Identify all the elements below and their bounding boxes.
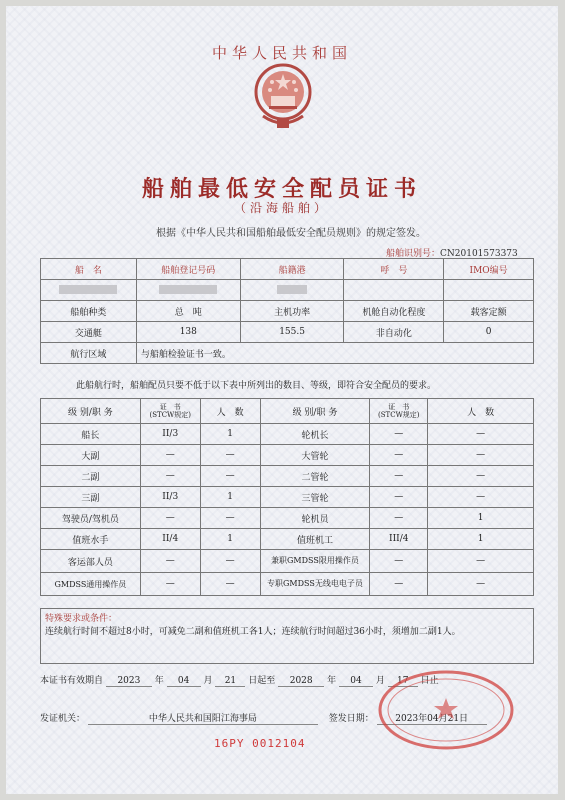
crew-cell: —	[200, 508, 260, 529]
crew-cell: 专职GMDSS无线电电子员	[260, 573, 370, 596]
crew-cell: 轮机长	[260, 424, 370, 445]
label-navigation-area: 航行区域	[41, 343, 137, 364]
issue-date-label: 签发日期：	[328, 714, 374, 724]
crew-cell: 1	[428, 529, 534, 550]
crew-cell: 船长	[41, 424, 141, 445]
unit-year: 年	[154, 676, 164, 686]
header-call-sign: 呼 号	[344, 259, 444, 280]
crew-cell: II/4	[140, 529, 200, 550]
header-certificate-stcw: (STCW规定)	[378, 411, 420, 419]
table-row	[41, 259, 534, 280]
crew-cell: —	[370, 550, 428, 573]
value-ship-type: 交通艇	[41, 322, 137, 343]
header-count-right: 人 数	[428, 399, 534, 424]
table-row	[41, 322, 534, 343]
label-ship-type: 船舶种类	[41, 301, 137, 322]
crew-cell: GMDSS通用操作员	[41, 573, 141, 596]
label-passenger-capacity: 载客定额	[444, 301, 534, 322]
validity-end-day: 17	[388, 676, 418, 687]
empty-cell	[444, 280, 534, 301]
crew-cell: 1	[428, 508, 534, 529]
crew-cell: —	[370, 573, 428, 596]
validity-start-day: 21	[215, 676, 245, 687]
ship-info-table	[40, 258, 534, 364]
validity-mid: 日起至	[248, 676, 276, 686]
value-gross-tonnage: 138	[136, 322, 240, 343]
crew-cell: —	[428, 445, 534, 466]
table-row	[41, 445, 534, 466]
crew-cell: 大副	[41, 445, 141, 466]
crew-cell: 1	[200, 529, 260, 550]
crew-cell: —	[428, 487, 534, 508]
value-engine-power: 155.5	[240, 322, 344, 343]
validity-prefix: 本证书有效期自	[40, 676, 104, 686]
crew-cell: 二副	[41, 466, 141, 487]
certificate-page	[6, 6, 558, 794]
header-rank-left: 级 别/职 务	[41, 399, 141, 424]
crew-cell: —	[428, 466, 534, 487]
validity-end-year: 2028	[278, 676, 324, 687]
crew-cell: —	[370, 487, 428, 508]
special-requirements-box	[40, 608, 534, 664]
header-certificate-right	[370, 399, 428, 424]
validity-start-month: 04	[167, 676, 201, 687]
validity-start-year: 2023	[106, 676, 152, 687]
crew-cell: —	[370, 466, 428, 487]
crew-cell: —	[428, 573, 534, 596]
crew-cell: 轮机员	[260, 508, 370, 529]
header-ship-name: 船 名	[41, 259, 137, 280]
redaction-blur	[159, 285, 217, 294]
crew-cell: —	[370, 424, 428, 445]
table-row	[41, 508, 534, 529]
value-passenger-capacity: 0	[444, 322, 534, 343]
table-row	[41, 424, 534, 445]
empty-cell	[344, 280, 444, 301]
header-count-left: 人 数	[200, 399, 260, 424]
redaction-blur	[277, 285, 307, 294]
label-engine-power: 主机功率	[240, 301, 344, 322]
crew-cell: 客运部人员	[41, 550, 141, 573]
table-row	[41, 550, 534, 573]
manning-note: 此船航行时，船舶配员只要不低于以下表中所列出的数目、等级，即符合安全配员的要求。	[76, 381, 437, 391]
table-row	[41, 301, 534, 322]
crew-cell: —	[200, 550, 260, 573]
crew-cell: —	[200, 445, 260, 466]
crew-cell: 值班机工	[260, 529, 370, 550]
table-row	[41, 573, 534, 596]
table-row	[41, 466, 534, 487]
table-row	[41, 487, 534, 508]
crew-cell: —	[140, 445, 200, 466]
crew-cell: 1	[200, 424, 260, 445]
crew-cell: 三副	[41, 487, 141, 508]
crew-cell: II/3	[140, 487, 200, 508]
unit-day-end: 日止	[420, 676, 439, 686]
issuance-basis: 根据《中华人民共和国船舶最低安全配员规则》的规定签发。	[156, 228, 426, 239]
certificate-title: 船舶最低安全配员证书	[141, 176, 422, 202]
crew-cell: 1	[200, 487, 260, 508]
crew-cell: II/3	[140, 424, 200, 445]
crew-cell: —	[428, 424, 534, 445]
national-emblem-icon	[253, 60, 313, 132]
header-rank-right: 级 别/职 务	[260, 399, 370, 424]
crew-cell: —	[140, 573, 200, 596]
crew-cell: —	[140, 508, 200, 529]
table-row	[41, 399, 534, 424]
redaction-blur	[59, 285, 117, 294]
issue-date-value: 2023年04月21日	[377, 711, 487, 725]
crew-cell: —	[140, 466, 200, 487]
crew-cell: —	[200, 466, 260, 487]
crew-cell: 兼职GMDSS限用操作员	[260, 550, 370, 573]
table-row	[41, 280, 534, 301]
redacted-cell	[41, 280, 137, 301]
redacted-cell	[136, 280, 240, 301]
header-certificate-left	[140, 399, 200, 424]
crew-cell: III/4	[370, 529, 428, 550]
ship-id-label: 船舶识别号：	[386, 249, 441, 259]
official-seal-stamp-icon	[376, 668, 516, 752]
value-navigation-area: 与船舶检验证书一致。	[136, 343, 533, 364]
table-row	[41, 529, 534, 550]
unit-month: 月	[203, 676, 213, 686]
redacted-cell	[240, 280, 344, 301]
crew-cell: 驾驶员/驾机员	[41, 508, 141, 529]
validity-end-month: 04	[339, 676, 373, 687]
issuer-label: 发证机关：	[40, 714, 86, 724]
unit-year: 年	[327, 676, 337, 686]
unit-month: 月	[375, 676, 385, 686]
serial-number: 16PY 0012104	[214, 737, 306, 750]
crew-cell: 二管轮	[260, 466, 370, 487]
table-row	[41, 343, 534, 364]
crew-cell: 大管轮	[260, 445, 370, 466]
ship-id-value: CN20101573373	[440, 249, 518, 259]
crew-cell: —	[370, 508, 428, 529]
header-imo-number: IMO编号	[444, 259, 534, 280]
crew-cell: 值班水手	[41, 529, 141, 550]
header-certificate-stcw: (STCW规定)	[149, 411, 191, 419]
certificate-subtitle: （沿海船舶）	[233, 201, 330, 215]
header-registration-number: 船舶登记号码	[136, 259, 240, 280]
country-name: 中华人民共和国	[211, 44, 352, 62]
crew-cell: —	[370, 445, 428, 466]
value-automation-level: 非自动化	[344, 322, 444, 343]
label-gross-tonnage: 总 吨	[136, 301, 240, 322]
crew-cell: —	[428, 550, 534, 573]
special-requirements-text: 连续航行时间不超过8小时，可减免二副和值班机工各1人；连续航行时间超过36小时，须增加二副1人。	[45, 627, 461, 637]
label-automation-level: 机舱自动化程度	[344, 301, 444, 322]
crew-table	[40, 398, 534, 596]
crew-cell: 三管轮	[260, 487, 370, 508]
header-certificate-label: 证 书	[159, 403, 181, 411]
special-requirements-label: 特殊要求或条件：	[45, 614, 118, 624]
header-certificate-label: 证 书	[388, 403, 410, 411]
issuer-value: 中华人民共和国阳江海事局	[88, 711, 318, 725]
header-port-of-registry: 船籍港	[240, 259, 344, 280]
crew-cell: —	[140, 550, 200, 573]
crew-cell: —	[200, 573, 260, 596]
